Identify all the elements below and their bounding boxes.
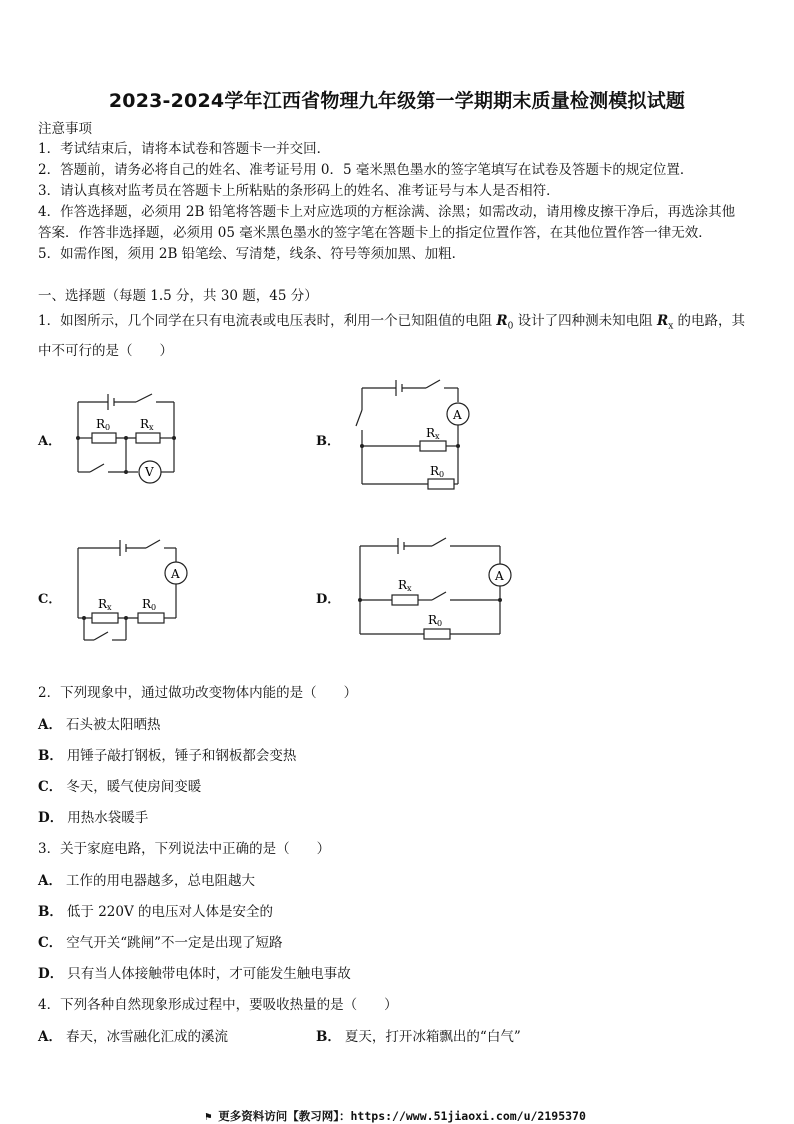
notice-item: 1．考试结束后，请将本试卷和答题卡一并交回． [38, 141, 331, 157]
footer-text: 更多资料访问【教习网】：https://www.51jiaoxi.com/u/2195370 [218, 1109, 586, 1123]
page-title: 2023-2024学年江西省物理九年级第一学期期末质量检测模拟试题 [108, 90, 686, 112]
option-text: 低于 220V 的电压对人体是安全的 [66, 904, 274, 920]
question-2-option [38, 809, 148, 827]
question-2-stem: 2．下列现象中，通过做功改变物体内能的是（ ） [38, 685, 358, 701]
option-letter: D． [38, 966, 64, 982]
footer-link[interactable] [205, 1108, 586, 1124]
question-1-text: 的电路，其 [673, 313, 746, 329]
question-4-option [316, 1028, 521, 1046]
question-1-text: 设计了四种测未知电阻 [513, 313, 657, 329]
rx-subscript: x [668, 321, 674, 332]
option-letter: D． [38, 810, 64, 826]
question-4-stem: 4．下列各种自然现象形成过程中，要吸收热量的是（ ） [38, 997, 398, 1013]
option-text: 夏天，打开冰箱飘出的“白气” [344, 1029, 521, 1045]
option-letter: A． [38, 717, 62, 733]
option-text: 冬天，暖气使房间变暖 [66, 779, 202, 795]
r0-label: R0 [96, 417, 111, 432]
ammeter-label: A [453, 408, 462, 422]
notice-item: 5．如需作图，须用 2B 铅笔绘、写清楚，线条、符号等须加黑、加粗． [38, 246, 466, 262]
question-2-option [38, 716, 160, 734]
question-1-stem [38, 312, 745, 336]
notice-item: 2．答题前，请务必将自己的姓名、准考证号用 0．5 毫米黑色墨水的签字笔填写在试卷及答题卡的规定位置． [38, 162, 694, 178]
option-text: 石头被太阳晒热 [65, 717, 161, 733]
option-letter: B． [38, 904, 63, 920]
notice-item: 4．作答选择题，必须用 2B 铅笔将答题卡上对应选项的方框涂满、涂黑；如需改动，请用橡皮擦干净后，再选涂其他 [38, 204, 736, 220]
question-3-stem: 3．关于家庭电路，下列说法中正确的是（ ） [38, 841, 331, 857]
option-letter: C． [38, 935, 63, 951]
flag-icon: ⚑ [205, 1110, 219, 1123]
question-1-text: 1．如图所示，几个同学在只有电流表或电压表时，利用一个已知阻值的电阻 [38, 313, 497, 329]
question-3-option [38, 903, 273, 921]
circuit-b-diagram [348, 374, 478, 494]
rx-label: Rx [140, 417, 154, 432]
option-letter: B． [316, 1029, 341, 1045]
rx-symbol: R [656, 313, 669, 329]
rx-label: Rx [426, 426, 440, 441]
question-3-option [38, 934, 283, 952]
circuit-a-diagram [70, 388, 185, 488]
rx-label: Rx [98, 597, 112, 612]
r0-subscript: 0 [507, 321, 514, 332]
option-text: 用热水袋暖手 [67, 810, 149, 826]
option-letter: C． [38, 779, 63, 795]
option-b-label: B． [316, 434, 340, 449]
notice-item: 3．请认真核对监考员在答题卡上所粘贴的条形码上的姓名、准考证号与本人是否相符． [38, 183, 560, 199]
circuit-d-diagram [352, 534, 522, 646]
option-text: 春天，冰雪融化汇成的溪流 [65, 1029, 228, 1045]
question-2-option [38, 778, 201, 796]
question-3-option [38, 965, 351, 983]
question-1-stem-line2: 中不可行的是（ ） [38, 343, 173, 359]
r0-label: R0 [142, 597, 157, 612]
notice-item: 答案．作答非选择题，必须用 05 毫米黑色墨水的签字笔在答题卡上的指定位置作答，在其他位置作答一律无效． [38, 225, 712, 241]
section-heading: 一、选择题（每题 1.5 分，共 30 题，45 分） [38, 288, 318, 304]
option-text: 工作的用电器越多，总电阻越大 [65, 873, 255, 889]
question-2-option [38, 747, 296, 765]
option-d-label: D． [316, 592, 341, 607]
option-text: 空气开关“跳闸”不一定是出现了短路 [66, 935, 283, 951]
option-a-label: A． [38, 434, 62, 449]
r0-label: R0 [428, 613, 443, 628]
ammeter-label: A [171, 567, 180, 581]
option-c-label: C． [38, 592, 62, 607]
option-letter: A． [38, 873, 62, 889]
ammeter-label: A [495, 569, 504, 583]
option-letter: A． [38, 1029, 62, 1045]
option-text: 用锤子敲打钢板，锤子和钢板都会变热 [66, 748, 297, 764]
option-letter: B． [38, 748, 63, 764]
notice-heading: 注意事项 [38, 121, 92, 137]
circuit-c-diagram [70, 536, 195, 648]
voltmeter-label: V [145, 465, 154, 479]
r0-symbol: R [496, 313, 508, 329]
rx-label: Rx [398, 578, 412, 593]
question-4-option [38, 1028, 228, 1046]
r0-label: R0 [430, 464, 445, 479]
option-text: 只有当人体接触带电体时，才可能发生触电事故 [67, 966, 351, 982]
question-3-option [38, 872, 255, 890]
